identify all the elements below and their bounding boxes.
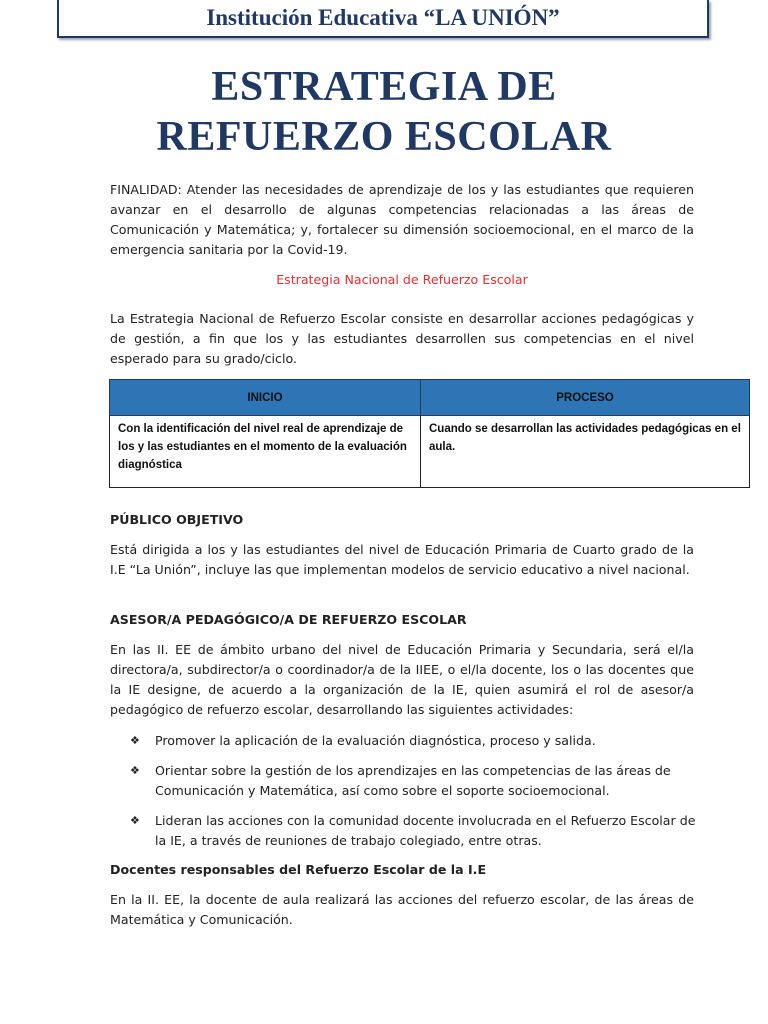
page-title	[0, 62, 768, 162]
list-item	[130, 761, 696, 801]
page-title-line-1: ESTRATEGIA DE	[211, 64, 557, 110]
table-row	[110, 416, 750, 488]
publico-paragraph: Está dirigida a los y las estudiantes del nivel de Educación Primaria de Cuarto grado de la I.E “La Unión”, incluye las que implementan modelos de servicio educativo a nivel nacional.	[110, 542, 694, 577]
strategy-subtitle: Estrategia Nacional de Refuerzo Escolar	[276, 272, 528, 287]
header-box	[57, 0, 709, 38]
asesor-bullet-list	[130, 731, 696, 861]
table-header-row	[110, 380, 750, 416]
bullet-text: Promover la aplicación de la evaluación diagnóstica, proceso y salida.	[155, 733, 596, 748]
bullet-text: Orientar sobre la gestión de los aprendizajes en las competencias de las áreas de Comunicación y Matemática, así como sobre el soporte socioemocional.	[155, 763, 671, 798]
diamond-bullet-icon: ❖	[130, 764, 140, 777]
strategy-table	[109, 379, 750, 488]
page-title-line-2: REFUERZO ESCOLAR	[156, 114, 612, 160]
finalidad-paragraph: FINALIDAD: Atender las necesidades de aprendizaje de los y las estudiantes que requieren avanzar en el desarrollo de algunas competencias relacionadas a las áreas de Comunicación y Matemática; y, fortalecer su dimensión socioemocional, en el marco de la emergencia sanitaria por la Covid-19.	[110, 182, 694, 257]
intro-paragraph: La Estrategia Nacional de Refuerzo Escolar consiste en desarrollar acciones pedagógicas y de gestión, a fin que los y las estudiantes desarrollen sus competencias en el nivel esperado para su grado/ciclo.	[110, 311, 694, 366]
table-cell-proceso: Cuando se desarrollan las actividades pedagógicas en el aula.	[421, 416, 750, 488]
bullet-text: Lideran las acciones con la comunidad docente involucrada en el Refuerzo Escolar de la IE, a través de reuniones de trabajo colegiado, entre otras.	[155, 813, 696, 848]
list-item	[130, 731, 696, 751]
institution-title: Institución Educativa “LA UNIÓN”	[206, 5, 560, 30]
docentes-heading: Docentes responsables del Refuerzo Escolar de la I.E	[110, 862, 487, 877]
asesor-heading: ASESOR/A PEDAGÓGICO/A DE REFUERZO ESCOLAR	[110, 612, 467, 627]
table-header-inicio: INICIO	[110, 380, 421, 416]
diamond-bullet-icon: ❖	[130, 814, 140, 827]
table-header-proceso: PROCESO	[421, 380, 750, 416]
docentes-paragraph: En la II. EE, la docente de aula realizará las acciones del refuerzo escolar, de las áreas de Matemática y Comunicación.	[110, 892, 694, 927]
table-cell-inicio: Con la identificación del nivel real de aprendizaje de los y las estudiantes en el momento de la evaluación diagnóstica	[110, 416, 421, 488]
list-item	[130, 811, 696, 851]
publico-heading: PÚBLICO OBJETIVO	[110, 512, 244, 527]
asesor-paragraph: En las II. EE de ámbito urbano del nivel de Educación Primaria y Secundaria, será el/la directora/a, subdirector/a o coordinador/a de la IIEE, o el/la docente, los o las docentes que la IE designe, de acuerdo a la organización de la IE, quien asumirá el rol de asesor/a pedagógico de refuerzo escolar, desarrollando las siguientes actividades:	[110, 642, 694, 717]
diamond-bullet-icon: ❖	[130, 734, 140, 747]
